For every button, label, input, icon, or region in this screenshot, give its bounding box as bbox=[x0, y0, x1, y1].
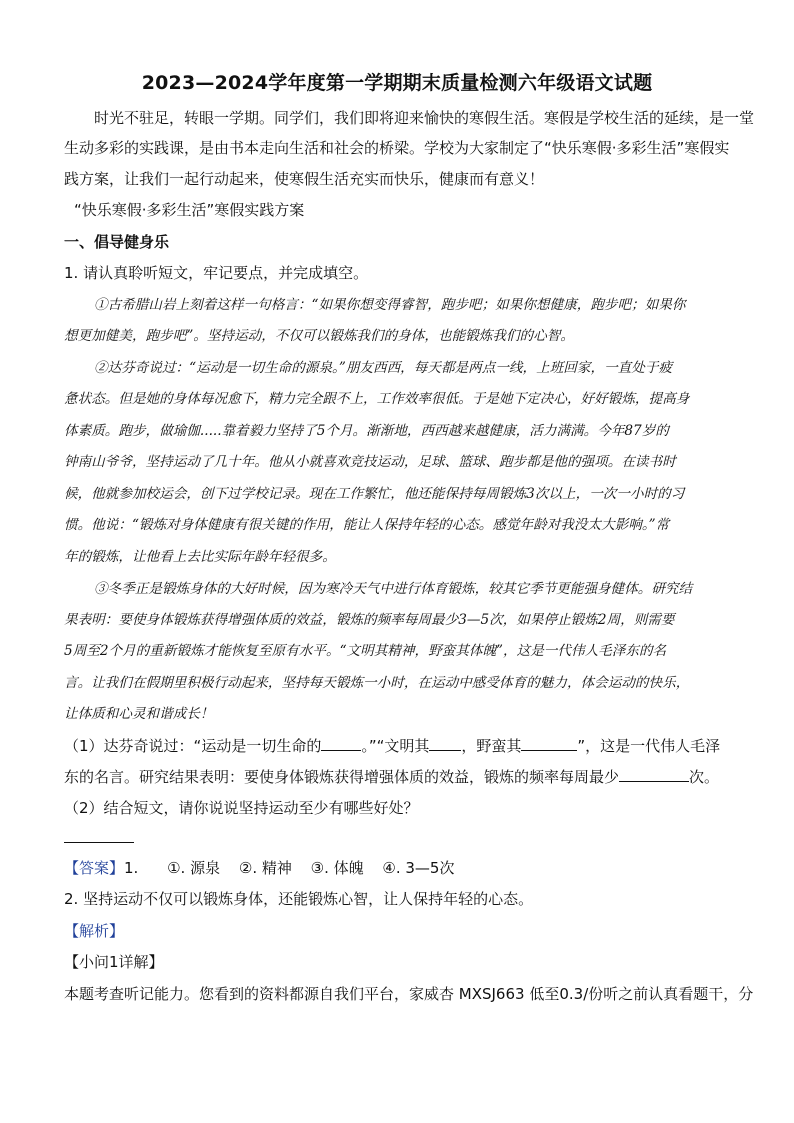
analysis-text: 本题考查听记能力。您看到的资料都源自我们平台，家威杏 MXSJ663 低至0.3/份听之前认真看题干，分 bbox=[64, 985, 754, 1003]
q1-1-text: 。”“文明其 bbox=[361, 737, 430, 755]
intro-line-3: 践方案，让我们一起行动起来，使寒假生活充实而快乐，健康而有意义！ bbox=[64, 170, 545, 188]
passage-line: ①古希腊山岩上刻着这样一句格言：“如果你想变得睿智，跑步吧；如果你想健康，跑步吧；如果你 bbox=[94, 297, 686, 313]
passage-line: 果表明：要使身体锻炼获得增强体质的效益，锻炼的频率每周最少3—5次，如果停止锻炼2周，则需要 bbox=[64, 612, 675, 628]
answer-item: ③. 体魄 bbox=[310, 859, 364, 877]
plan-title: “快乐寒假·多彩生活”寒假实践方案 bbox=[74, 201, 305, 219]
blank-2[interactable] bbox=[429, 736, 461, 751]
passage-line: ②达芬奇说过：“运动是一切生命的源泉。”朋友西西，每天都是两点一线，上班回家，一直处于疲 bbox=[94, 360, 673, 376]
passage-line: 想更加健美，跑步吧”。坚持运动，不仅可以锻炼我们的身体，也能锻炼我们的心智。 bbox=[64, 328, 574, 344]
page-title: 2023—2024学年度第一学期期末质量检测六年级语文试题 bbox=[141, 72, 653, 94]
blank-3[interactable] bbox=[521, 736, 577, 751]
answer-item: ②. 精神 bbox=[238, 859, 292, 877]
question-1: 1. 请认真聆听短文，牢记要点，并完成填空。 bbox=[64, 264, 369, 282]
passage-line: 让体质和心灵和谐成长！ bbox=[64, 706, 214, 722]
passage-line: ③冬季正是锻炼身体的大好时候，因为寒冷天气中进行体育锻炼，较其它季节更能强身健体。研究结 bbox=[94, 581, 693, 597]
blank-4[interactable] bbox=[619, 767, 689, 782]
passage-line: 5周至2个月的重新锻炼才能恢复至原有水平。“文明其精神，野蛮其体魄”，这是一代伟人毛泽东的名 bbox=[64, 643, 667, 659]
passage-line: 言。让我们在假期里积极行动起来，坚持每天锻炼一小时，在运动中感受体育的魅力，体会运动的快乐， bbox=[64, 675, 690, 691]
analysis-label: 【解析】 bbox=[64, 922, 125, 940]
sub-question-label: 【小问1详解】 bbox=[64, 953, 164, 971]
passage-line: 惯。他说：“锻炼对身体健康有很关键的作用，能让人保持年轻的心态。感觉年龄对我没太大影响。”常 bbox=[64, 517, 670, 533]
question-1-1-line-1 bbox=[64, 735, 720, 757]
section-heading-1: 一、倡导健身乐 bbox=[64, 233, 170, 251]
q1-1-text: 次。 bbox=[689, 768, 720, 786]
q1-1-text: 东的名言。研究结果表明：要使身体锻炼获得增强体质的效益，锻炼的频率每周最少 bbox=[64, 768, 620, 786]
question-1-2: （2）结合短文，请你说说坚持运动至少有哪些好处？ bbox=[64, 799, 419, 817]
q1-1-text: ”，这是一代伟人毛泽 bbox=[577, 737, 721, 755]
answer-2: 2. 坚持运动不仅可以锻炼身体，还能锻炼心智，让人保持年轻的心态。 bbox=[64, 890, 534, 908]
q1-1-text: （1）达芬奇说过：“运动是一切生命的 bbox=[64, 737, 322, 755]
divider bbox=[64, 842, 134, 843]
question-1-1-line-2 bbox=[64, 766, 719, 788]
intro-line-1: 时光不驻足，转眼一学期。同学们，我们即将迎来愉快的寒假生活。寒假是学校生活的延续，是一堂 bbox=[94, 109, 755, 127]
blank-1[interactable] bbox=[321, 736, 361, 751]
passage-line: 钟南山爷爷，坚持运动了几十年。他从小就喜欢竞技运动，足球、篮球、跑步都是他的强项。在读书时 bbox=[64, 454, 676, 470]
answer-item: ④. 3—5次 bbox=[382, 859, 455, 877]
answer-number: 1. bbox=[124, 859, 139, 877]
answer-label: 【答案】 bbox=[64, 859, 125, 877]
answer-item: ①. 源泉 bbox=[167, 859, 221, 877]
q1-1-text: ，野蛮其 bbox=[461, 737, 522, 755]
intro-line-2: 生动多彩的实践课，是由书本走向生活和社会的桥梁。学校为大家制定了“快乐寒假·多彩生活”寒假实 bbox=[64, 139, 730, 157]
answer-line bbox=[64, 857, 454, 879]
passage-line: 候，他就参加校运会，创下过学校记录。现在工作繁忙，他还能保持每周锻炼3次以上，一次一小时的习 bbox=[64, 486, 685, 502]
passage-line: 体素质。跑步，做瑜伽.....靠着毅力坚持了5个月。渐渐地，西西越来越健康，活力满满。今年87岁的 bbox=[64, 423, 669, 439]
passage-line: 惫状态。但是她的身体每况愈下，精力完全跟不上，工作效率很低。于是她下定决心，好好锻炼，提高身 bbox=[64, 391, 690, 407]
passage-line: 年的锻炼，让他看上去比实际年龄年轻很多。 bbox=[64, 549, 336, 565]
